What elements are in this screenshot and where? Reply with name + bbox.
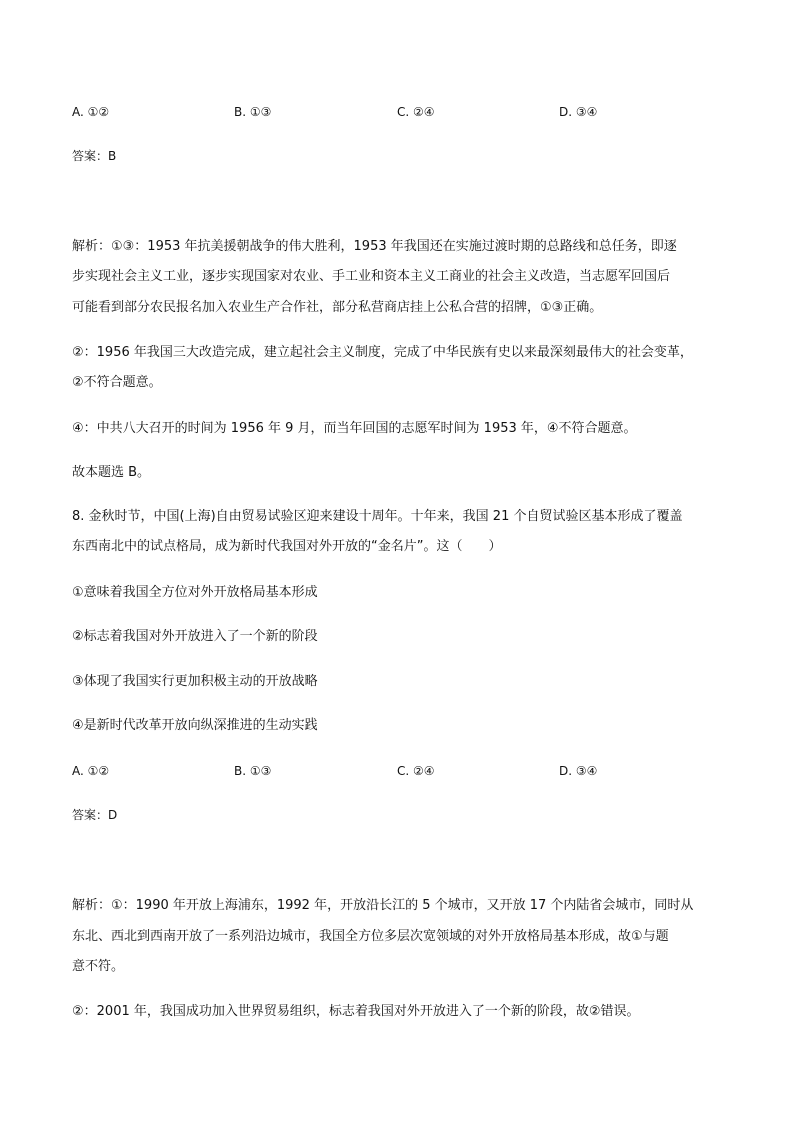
q8-option-d: D. ③④	[559, 764, 598, 778]
q8-answer: 答案：D	[72, 808, 118, 822]
q8-stem-line: 东西南北中的试点格局，成为新时代我国对外开放的“金名片”。这（ ）	[72, 539, 502, 554]
q7-analysis-line: 可能看到部分农民报名加入农业生产合作社，部分私营商店挂上公私合营的招牌，①③正确。	[72, 300, 603, 315]
q7-analysis-line: 故本题选 B。	[72, 465, 151, 480]
q8-analysis-line: ②：2001 年，我国成功加入世界贸易组织，标志着我国对外开放进入了一个新的阶段，故②错误。	[72, 1004, 640, 1019]
q7-analysis-line: 解析：①③：1953 年抗美援朝战争的伟大胜利，1953 年我国还在实施过渡时期的总路线和总任务，即逐	[72, 239, 677, 254]
q7-option-c: C. ②④	[397, 105, 435, 119]
q8-item: ②标志着我国对外开放进入了一个新的阶段	[72, 629, 318, 644]
q7-options	[0, 104, 794, 121]
q8-analysis-line: 解析：①：1990 年开放上海浦东，1992 年，开放沿长江的 5 个城市，又开放 17 个内陆省会城市，同时从	[72, 898, 694, 913]
q8-options	[0, 763, 794, 780]
q7-answer: 答案：B	[72, 149, 117, 163]
q7-option-d: D. ③④	[559, 105, 598, 119]
q8-option-a: A. ①②	[72, 764, 110, 778]
q8-item: ①意味着我国全方位对外开放格局基本形成	[72, 585, 318, 600]
q8-analysis-line: 意不符。	[72, 959, 125, 974]
q7-analysis-line: 步实现社会主义工业，逐步实现国家对农业、手工业和资本主义工商业的社会主义改造，当志愿军回国后	[72, 269, 671, 284]
q8-item: ③体现了我国实行更加积极主动的开放战略	[72, 674, 318, 689]
q8-item: ④是新时代改革开放向纵深推进的生动实践	[72, 718, 318, 733]
q8-option-b: B. ①③	[234, 764, 272, 778]
q8-stem-line: 8. 金秋时节，中国(上海)自由贸易试验区迎来建设十周年。十年来，我国 21 个自贸试验区基本形成了覆盖	[72, 509, 683, 524]
q8-analysis-line: 东北、西北到西南开放了一系列沿边城市，我国全方位多层次宽领域的对外开放格局基本形成，故①与题	[72, 929, 669, 944]
q7-option-a: A. ①②	[72, 105, 110, 119]
q7-analysis-line: ④：中共八大召开的时间为 1956 年 9 月，而当年回国的志愿军时间为 1953 年，④不符合题意。	[72, 421, 637, 436]
q7-option-b: B. ①③	[234, 105, 272, 119]
q7-analysis-line: ②不符合题意。	[72, 375, 162, 390]
q7-analysis-line: ②：1956 年我国三大改造完成，建立起社会主义制度，完成了中华民族有史以来最深刻最伟大的社会变革，	[72, 345, 693, 360]
q8-option-c: C. ②④	[397, 764, 435, 778]
